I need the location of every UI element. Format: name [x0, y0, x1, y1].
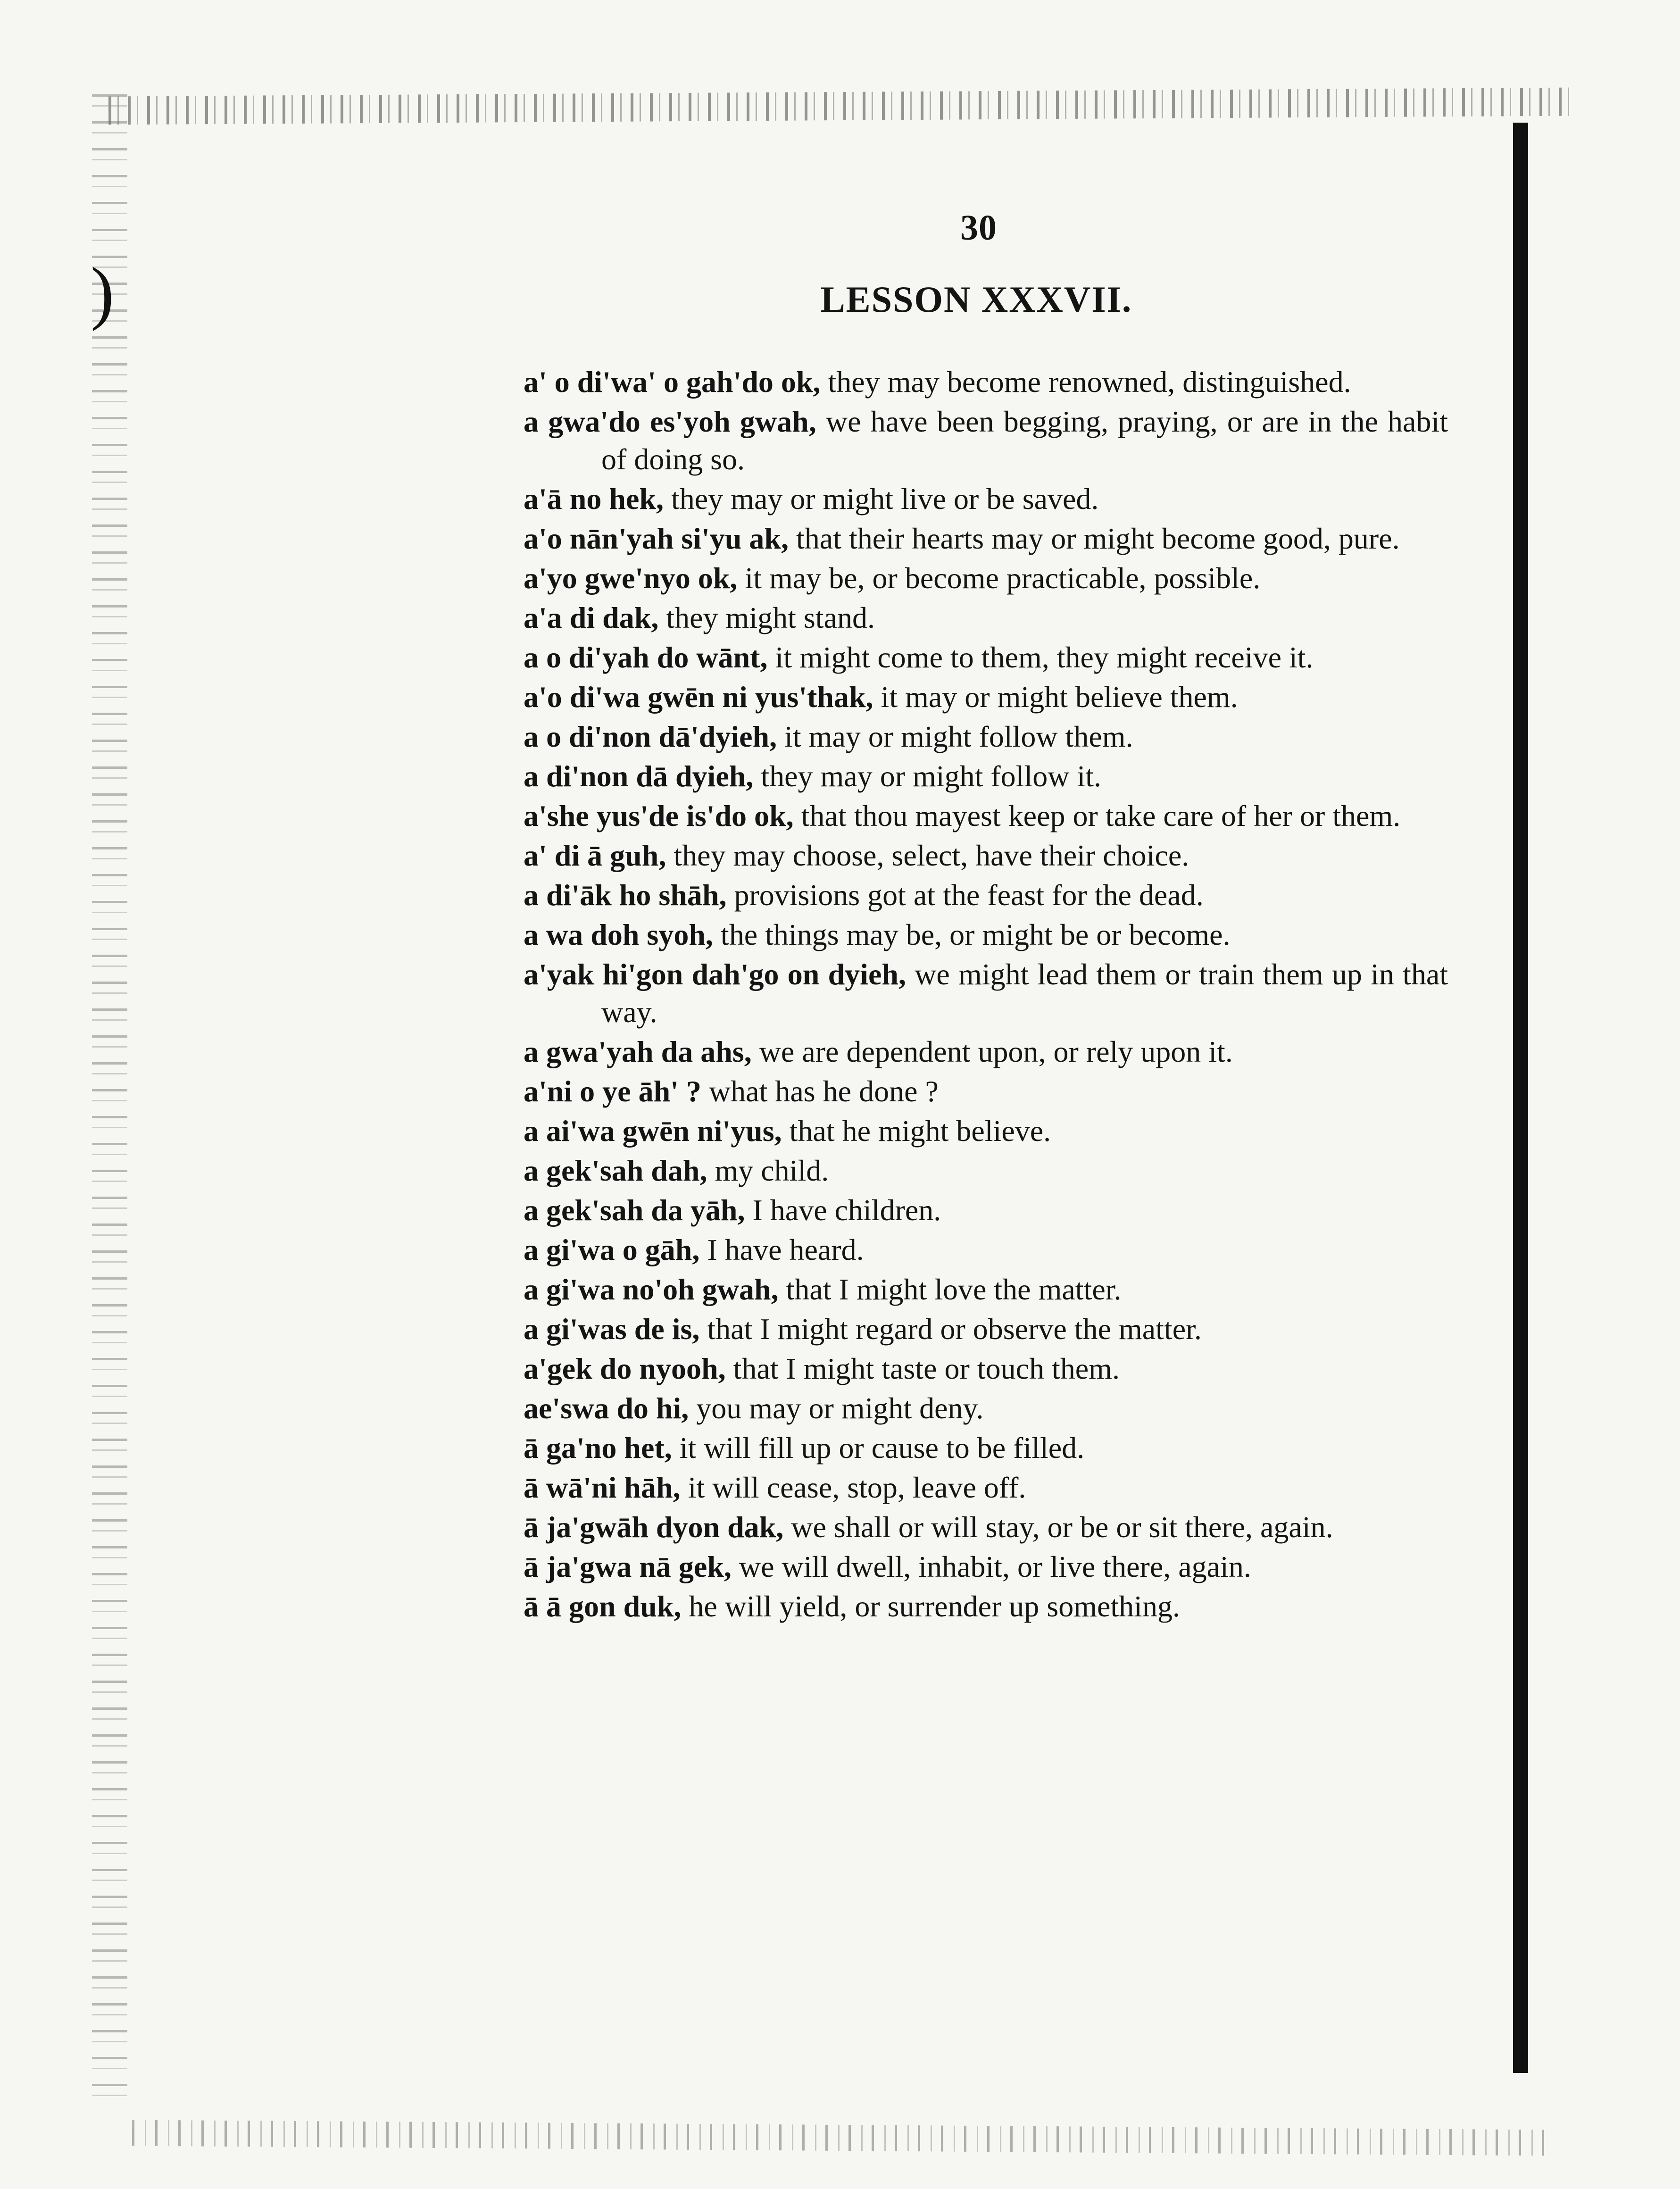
entry-term: a'o di'wa gwēn ni yus'thak,: [524, 680, 873, 714]
vocabulary-entry: [524, 559, 1448, 597]
entry-term: a'ā no hek,: [524, 482, 664, 516]
entry-gloss: it will fill up or cause to be filled.: [679, 1431, 1085, 1465]
entry-term: a'gek do nyooh,: [524, 1352, 726, 1385]
entry-term: a' di ā guh,: [524, 839, 666, 872]
entry-gloss: they may or might follow it.: [761, 759, 1101, 793]
entry-gloss: we will dwell, inhabit, or live there, again.: [739, 1550, 1251, 1583]
scan-edge-top: [108, 88, 1571, 125]
scan-edge-bottom: [132, 2120, 1547, 2156]
lesson-title: LESSON XXXVII.: [820, 279, 1132, 320]
vocabulary-entry: [524, 1073, 1448, 1110]
vocabulary-entry: [524, 757, 1448, 795]
entry-term: a'she yus'de is'do ok,: [524, 799, 794, 832]
entry-term: a'o nān'yah si'yu ak,: [524, 522, 789, 555]
entry-term: a o di'non dā'dyieh,: [524, 720, 777, 753]
page-number: 30: [960, 208, 997, 248]
vocabulary-entry: [524, 1152, 1448, 1190]
entry-gloss: that I might taste or touch them.: [733, 1352, 1120, 1385]
vocabulary-entry: [524, 1112, 1448, 1150]
vocabulary-entry: [524, 1033, 1448, 1071]
vocabulary-entry: [524, 1231, 1448, 1269]
vocabulary-entry: [524, 1271, 1448, 1308]
entry-term: a gi'wa o gāh,: [524, 1233, 700, 1266]
entry-term: a gek'sah da yāh,: [524, 1193, 745, 1227]
vocabulary-entry: [524, 1548, 1448, 1586]
vocabulary-entry: [524, 956, 1448, 1031]
vocabulary-entry: [524, 797, 1448, 835]
vocabulary-entry: [524, 876, 1448, 914]
entry-term: a'a di dak,: [524, 601, 659, 634]
entry-term: ae'swa do hi,: [524, 1391, 689, 1425]
vocabulary-entry: [524, 837, 1448, 874]
vocabulary-entry: [524, 403, 1448, 478]
vocabulary-entry: [524, 1469, 1448, 1506]
margin-bracket-mark: ): [91, 253, 114, 332]
entry-gloss: they might stand.: [666, 601, 875, 634]
entry-term: a'ni o ye āh' ?: [524, 1074, 701, 1108]
entry-term: a gi'was de is,: [524, 1312, 700, 1346]
entry-term: ā ja'gwāh dyon dak,: [524, 1510, 784, 1544]
entry-gloss: provisions got at the feast for the dead.: [734, 878, 1204, 912]
entry-gloss: that thou mayest keep or take care of her or them.: [801, 799, 1401, 832]
entry-gloss: that I might love the matter.: [786, 1273, 1122, 1306]
vocabulary-entry: [524, 1350, 1448, 1388]
entry-gloss: I have heard.: [707, 1233, 864, 1266]
entry-term: a gek'sah dah,: [524, 1154, 707, 1187]
entry-gloss: we might lead them or train them up in that way.: [601, 957, 1448, 1029]
scan-edge-left: [92, 94, 127, 2104]
entry-gloss: my child.: [715, 1154, 829, 1187]
entry-term: ā wā'ni hāh,: [524, 1471, 681, 1504]
entry-term: a gi'wa no'oh gwah,: [524, 1273, 779, 1306]
vocabulary-list: [524, 363, 1448, 1627]
entry-gloss: he will yield, or surrender up something.: [689, 1590, 1180, 1623]
vocabulary-entry: [524, 480, 1448, 518]
binding-shadow-bar: [1513, 123, 1528, 2073]
entry-term: ā ga'no het,: [524, 1431, 672, 1465]
entry-gloss: what has he done ?: [708, 1074, 939, 1108]
entry-gloss: it may or might believe them.: [881, 680, 1238, 714]
entry-term: ā ā gon duk,: [524, 1590, 682, 1623]
entry-gloss: we shall or will stay, or be or sit there, again.: [791, 1510, 1333, 1544]
vocabulary-entry: [524, 1191, 1448, 1229]
entry-gloss: they may become renowned, distinguished.: [828, 365, 1351, 399]
vocabulary-entry: [524, 1429, 1448, 1467]
vocabulary-entry: [524, 1390, 1448, 1427]
entry-term: a di'āk ho shāh,: [524, 878, 727, 912]
entry-gloss: you may or might deny.: [696, 1391, 984, 1425]
entry-term: a o di'yah do wānt,: [524, 641, 768, 674]
vocabulary-entry: [524, 363, 1448, 401]
entry-term: a ai'wa gwēn ni'yus,: [524, 1114, 782, 1148]
entry-term: a'yak hi'gon dah'go on dyieh,: [524, 957, 906, 991]
entry-term: a gwa'do es'yoh gwah,: [524, 405, 816, 438]
vocabulary-entry: [524, 678, 1448, 716]
entry-term: a' o di'wa' o gah'do ok,: [524, 365, 821, 399]
entry-term: ā ja'gwa nā gek,: [524, 1550, 732, 1583]
entry-term: a wa doh syoh,: [524, 918, 713, 951]
vocabulary-entry: [524, 916, 1448, 954]
vocabulary-entry: [524, 520, 1448, 558]
entry-gloss: that I might regard or observe the matter.: [707, 1312, 1202, 1346]
entry-gloss: we have been begging, praying, or are in the habit of doing so.: [601, 405, 1448, 476]
entry-term: a'yo gwe'nyo ok,: [524, 561, 738, 595]
entry-gloss: it may or might follow them.: [784, 720, 1133, 753]
vocabulary-entry: [524, 1508, 1448, 1546]
entry-term: a gwa'yah da ahs,: [524, 1035, 752, 1068]
vocabulary-entry: [524, 639, 1448, 676]
vocabulary-entry: [524, 599, 1448, 637]
entry-gloss: that he might believe.: [789, 1114, 1051, 1148]
entry-gloss: it might come to them, they might receive it.: [775, 641, 1314, 674]
entry-gloss: we are dependent upon, or rely upon it.: [759, 1035, 1233, 1068]
entry-term: a di'non dā dyieh,: [524, 759, 754, 793]
entry-gloss: it will cease, stop, leave off.: [688, 1471, 1026, 1504]
entry-gloss: I have children.: [752, 1193, 941, 1227]
entry-gloss: they may or might live or be saved.: [671, 482, 1099, 516]
vocabulary-entry: [524, 1310, 1448, 1348]
entry-gloss: that their hearts may or might become good, pure.: [796, 522, 1400, 555]
vocabulary-entry: [524, 718, 1448, 756]
entry-gloss: they may choose, select, have their choice.: [674, 839, 1189, 872]
entry-gloss: the things may be, or might be or become.: [720, 918, 1231, 951]
vocabulary-entry: [524, 1588, 1448, 1625]
entry-gloss: it may be, or become practicable, possible.: [745, 561, 1261, 595]
